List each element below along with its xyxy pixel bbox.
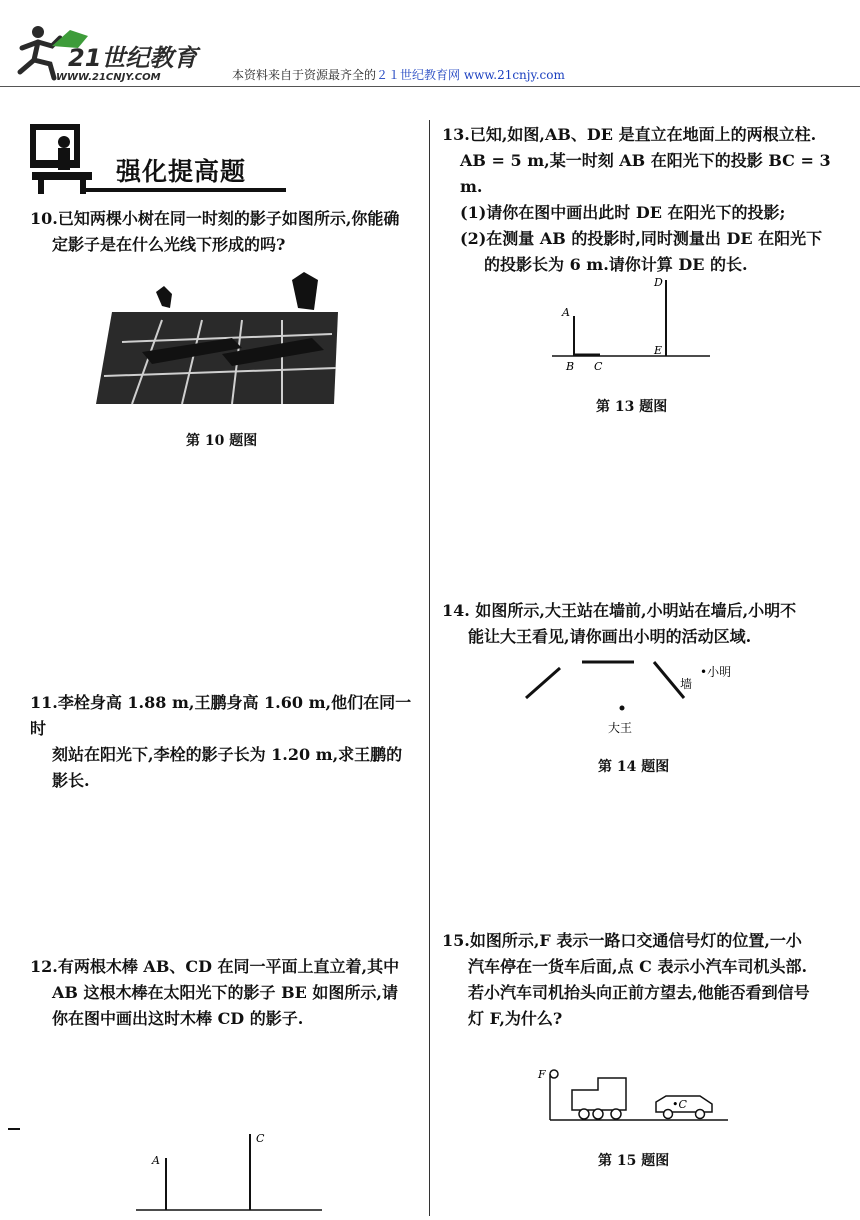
question-text: 有两根木棒 AB、CD 在同一平面上直立着,其中 (57, 957, 400, 976)
source-prefix: 本资料来自于资源最齐全的 (232, 68, 377, 82)
question-text: 定影子是在什么光线下形成的吗? (52, 235, 286, 254)
question-text: 已知,如图,AB、DE 是直立在地面上的两根立柱. (469, 125, 817, 144)
label-c: C (594, 360, 603, 372)
question-number: 15. (442, 931, 470, 950)
car-wheel (696, 1110, 705, 1119)
figure-14-diagram (520, 654, 760, 744)
source-brand-link[interactable]: ２１世纪教育网 (376, 68, 461, 82)
column-divider (429, 120, 430, 1216)
source-line (232, 66, 565, 83)
question-number: 14. (442, 601, 470, 620)
truck-wheel (593, 1109, 603, 1119)
question-text: 能让大王看见,请你画出小明的活动区域. (468, 627, 752, 646)
question-10 (30, 206, 422, 258)
site-logo[interactable] (8, 22, 218, 84)
header-rule (0, 86, 860, 87)
question-text: 你在图中画出这时木棒 CD 的影子. (52, 1009, 304, 1028)
question-text: (2)在测量 AB 的投影时,同时测量出 DE 在阳光下 (460, 229, 823, 248)
question-text: 灯 F,为什么? (468, 1009, 563, 1028)
figure-10-photo (92, 272, 352, 408)
truck-wheel (579, 1109, 589, 1119)
figure-15-caption: 第 15 题图 (598, 1153, 670, 1169)
truck-wheel (611, 1109, 621, 1119)
question-14 (442, 598, 852, 650)
question-text: 若小汽车司机抬头向正前方望去,他能否看到信号 (468, 983, 810, 1002)
question-text: 如图所示,F 表示一路口交通信号灯的位置,一小 (469, 931, 802, 950)
label-wall: 墙 (680, 677, 693, 691)
label-e: E (654, 344, 663, 357)
label-d: D (654, 276, 663, 289)
label-c: •C (672, 1098, 687, 1111)
label-dawang: 大王 (608, 721, 633, 735)
label-xiaoming: •小明 (700, 665, 732, 679)
label-a: A (152, 1154, 160, 1167)
question-text: 如图所示,大王站在墙前,小明站在墙后,小明不 (475, 601, 797, 620)
label-a: A (562, 306, 570, 319)
question-text: 李栓身高 1.88 m,王鹏身高 1.60 m,他们在同一时 (30, 693, 412, 738)
question-text: 的投影长为 6 m.请你计算 DE 的长. (484, 255, 748, 274)
question-number: 11. (30, 693, 58, 712)
logo-url-text: WWW.21CNJY.COM (56, 72, 161, 83)
question-text: 影长. (52, 771, 90, 790)
truck-icon (572, 1078, 626, 1110)
figure-13-caption: 第 13 题图 (596, 399, 668, 415)
label-b: B (566, 360, 575, 372)
point-dawang (620, 706, 625, 711)
question-number: 12. (30, 957, 58, 976)
question-text: AB 这根木棒在太阳光下的影子 BE 如图所示,请 (52, 983, 398, 1002)
figure-15-diagram (536, 1064, 732, 1128)
figure-14-caption: 第 14 题图 (598, 759, 670, 775)
question-text: 刻站在阳光下,李栓的影子长为 1.20 m,求王鹏的 (52, 745, 403, 764)
figure-12-diagram (136, 1126, 326, 1216)
question-text: AB = 5 m,某一时刻 AB 在阳光下的投影 BC = 3 m. (460, 151, 831, 196)
margin-mark (8, 1128, 20, 1130)
label-c: C (256, 1132, 265, 1145)
label-f: F (538, 1068, 546, 1081)
question-text: 已知两棵小树在同一时刻的影子如图所示,你能确 (57, 209, 400, 228)
source-url-link[interactable]: www.21cnjy.com (463, 68, 565, 82)
question-text: (1)请你在图中画出此时 DE 在阳光下的投影; (460, 203, 786, 222)
section-banner (28, 122, 288, 198)
question-12 (30, 954, 422, 1032)
question-11 (30, 690, 422, 794)
question-15 (442, 928, 852, 1032)
figure-10-caption: 第 10 题图 (186, 433, 258, 449)
signal-light-icon (550, 1070, 558, 1078)
wall-left (526, 668, 560, 698)
question-13 (442, 122, 852, 278)
section-title: 强化提高题 (116, 157, 247, 186)
figure-13-diagram (548, 272, 714, 372)
question-number: 10. (30, 209, 58, 228)
question-number: 13. (442, 125, 470, 144)
question-text: 汽车停在一货车后面,点 C 表示小汽车司机头部. (468, 957, 808, 976)
logo-text: 21世纪教育 (68, 44, 198, 72)
runner-logo-icon (8, 22, 218, 84)
